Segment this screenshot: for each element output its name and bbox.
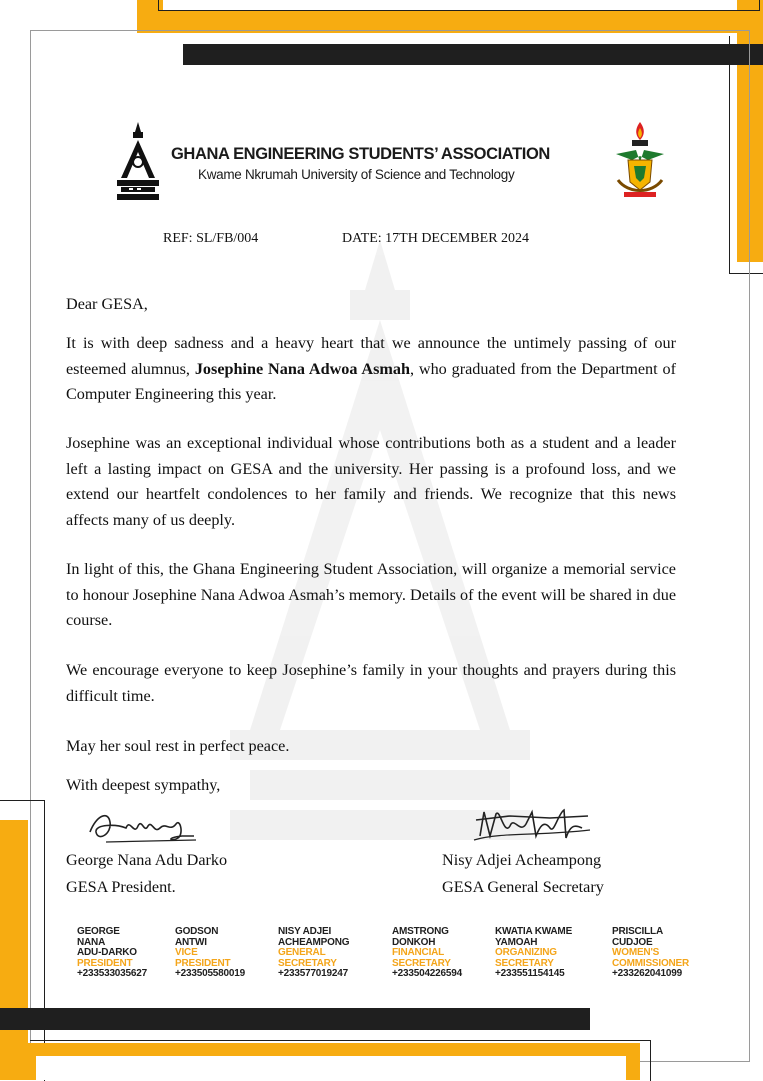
- executive-role: SECRETARY: [495, 957, 554, 969]
- executive-phone: +233505580019: [175, 968, 245, 979]
- executive-name-line: ADU-DARKO: [77, 947, 137, 958]
- university-name: Kwame Nkrumah University of Science and Technology: [198, 167, 515, 182]
- president-name: George Nana Adu Darko: [66, 851, 228, 869]
- paragraph-announcement: [66, 331, 676, 408]
- executive-name-line: NANA: [77, 936, 106, 948]
- executive-role: SECRETARY: [392, 957, 451, 969]
- deceased-name: Josephine Nana Adwoa Asmah: [194, 359, 410, 378]
- executive-name-line: ACHEAMPONG: [278, 936, 350, 948]
- knust-crest-logo: [612, 120, 668, 202]
- executive-phone: +233577019247: [278, 968, 348, 979]
- frame-top-black-outline: [158, 0, 760, 11]
- executive-phone: +233533035627: [77, 968, 147, 979]
- executive-vice-president: [175, 927, 245, 980]
- executive-name-line: NISY ADJEI: [278, 926, 332, 937]
- executive-general-secretary: [278, 927, 349, 980]
- president-signature: [86, 802, 200, 850]
- executive-role: WOMEN'S: [612, 947, 660, 958]
- reference-number: REF: SL/FB/004: [163, 231, 259, 246]
- executive-phone: +233262041099: [612, 968, 682, 979]
- executive-role: GENERAL: [278, 947, 326, 958]
- executive-name-line: ANTWI: [175, 936, 207, 948]
- executive-name-line: CUDJOE: [612, 936, 653, 948]
- executive-name-line: PRISCILLA: [612, 926, 663, 937]
- executive-womens-commissioner: [612, 927, 689, 980]
- paragraph-prayers: We encourage everyone to keep Josephine’s family in your thoughts and prayers during this difficult time.: [66, 661, 676, 705]
- executive-organizing-secretary: [495, 927, 572, 980]
- paragraph-memorial: In light of this, the Ghana Engineering Student Association, will organize a memorial service to honour Josephine Nana Adwoa Asmah’s memory. Details of the event will be shared in due course.: [66, 560, 676, 629]
- gesa-emblem-logo: [115, 120, 161, 202]
- executive-role: COMMISSIONER: [612, 957, 690, 969]
- executive-financial-secretary: [392, 927, 462, 980]
- executive-name-line: DONKOH: [392, 936, 436, 948]
- letter-date: DATE: 17TH DECEMBER 2024: [342, 231, 530, 246]
- frame-bottom-black-outline: [30, 1040, 651, 1081]
- executive-phone: +233551154145: [495, 968, 565, 979]
- general-secretary-name: Nisy Adjei Acheampong: [442, 851, 602, 869]
- executive-role: FINANCIAL: [392, 947, 445, 958]
- org-name: GHANA ENGINEERING STUDENTS’ ASSOCIATION: [171, 145, 550, 163]
- paragraph-announcement-after: , who graduated from the Department of Computer Engineering this year.: [66, 359, 676, 403]
- executive-president: [77, 927, 147, 980]
- general-secretary-signature: [470, 806, 594, 850]
- paragraph-tribute: Josephine was an exceptional individual whose contributions both as a student and a leader left a lasting impact on GESA and the university. Her passing is a profound loss, and we extend our heartfelt condolences to her family and friends. We recognize that this news affects many of us deeply.: [66, 434, 676, 529]
- salutation: Dear GESA,: [66, 295, 148, 313]
- executive-role: PRESIDENT: [175, 957, 231, 969]
- executive-name-line: YAMOAH: [495, 936, 538, 948]
- paragraph-announcement-before: It is with deep sadness and a heavy heart that we announce the untimely passing of our esteemed alumnus,: [66, 334, 676, 378]
- executive-name-line: KWATIA KWAME: [495, 926, 573, 937]
- president-title: GESA President.: [66, 878, 176, 896]
- executive-role: PRESIDENT: [77, 957, 133, 969]
- executive-name-line: GODSON: [175, 926, 219, 937]
- executive-role: SECRETARY: [278, 957, 337, 969]
- frame-bottom-black-bar: [0, 1008, 590, 1030]
- paragraph-blessing: May her soul rest in perfect peace.: [66, 737, 290, 755]
- executive-role: ORGANIZING: [495, 947, 557, 958]
- frame-left-black-outline: [0, 800, 45, 1081]
- executive-name-line: GEORGE: [77, 926, 120, 937]
- closing: With deepest sympathy,: [66, 776, 221, 794]
- executive-phone: +233504226594: [392, 968, 462, 979]
- general-secretary-title: GESA General Secretary: [442, 878, 604, 896]
- executive-name-line: AMSTRONG: [392, 926, 449, 937]
- executive-role: VICE: [175, 947, 198, 958]
